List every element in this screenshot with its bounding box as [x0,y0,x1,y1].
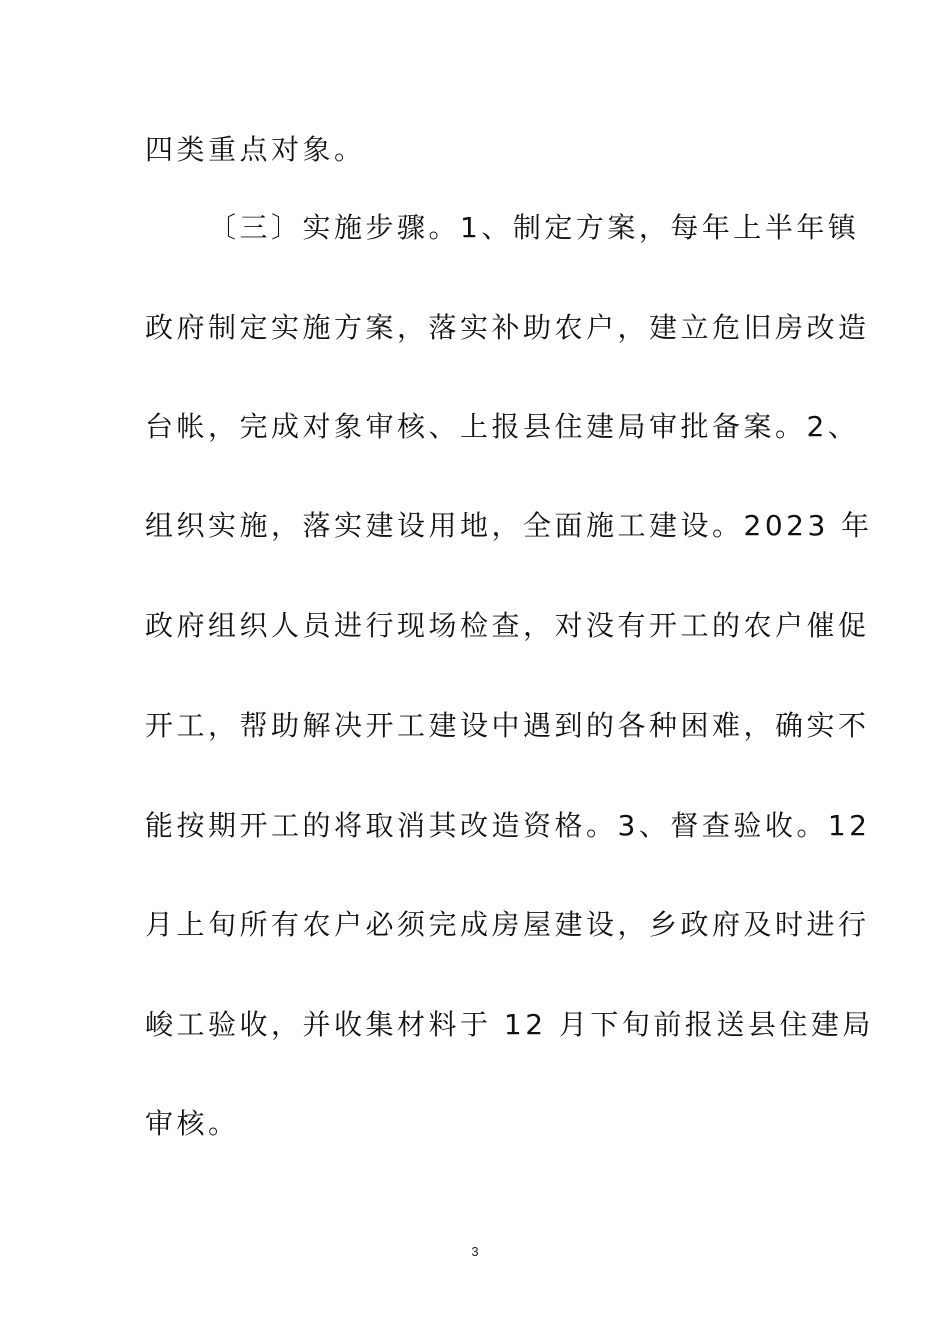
text-line-8: 能按期开工的将取消其改造资格。3、督查验收。12 [145,809,871,842]
text-line-1: 四类重点对象。 [145,133,366,166]
page-number: 3 [471,1244,479,1259]
text-line-11: 审核。 [145,1107,240,1140]
text-line-3: 政府制定实施方案，落实补助农户，建立危旧房改造 [145,311,870,344]
text-line-6: 政府组织人员进行现场检查，对没有开工的农户催促 [145,609,870,642]
text-line-5: 组织实施，落实建设用地，全面施工建设。2023 年 [145,509,873,542]
text-line-4: 台帐，完成对象审核、上报县住建局审批备案。2、 [145,410,860,443]
text-line-7: 开工，帮助解决开工建设中遇到的各种困难，确实不 [145,709,870,742]
text-line-9: 月上旬所有农户必须完成房屋建设，乡政府及时进行 [145,908,870,941]
text-line-2: 〔三〕实施步骤。1、制定方案，每年上半年镇 [208,211,860,244]
text-line-10: 峻工验收，并收集材料于 12 月下旬前报送县住建局 [145,1008,874,1041]
